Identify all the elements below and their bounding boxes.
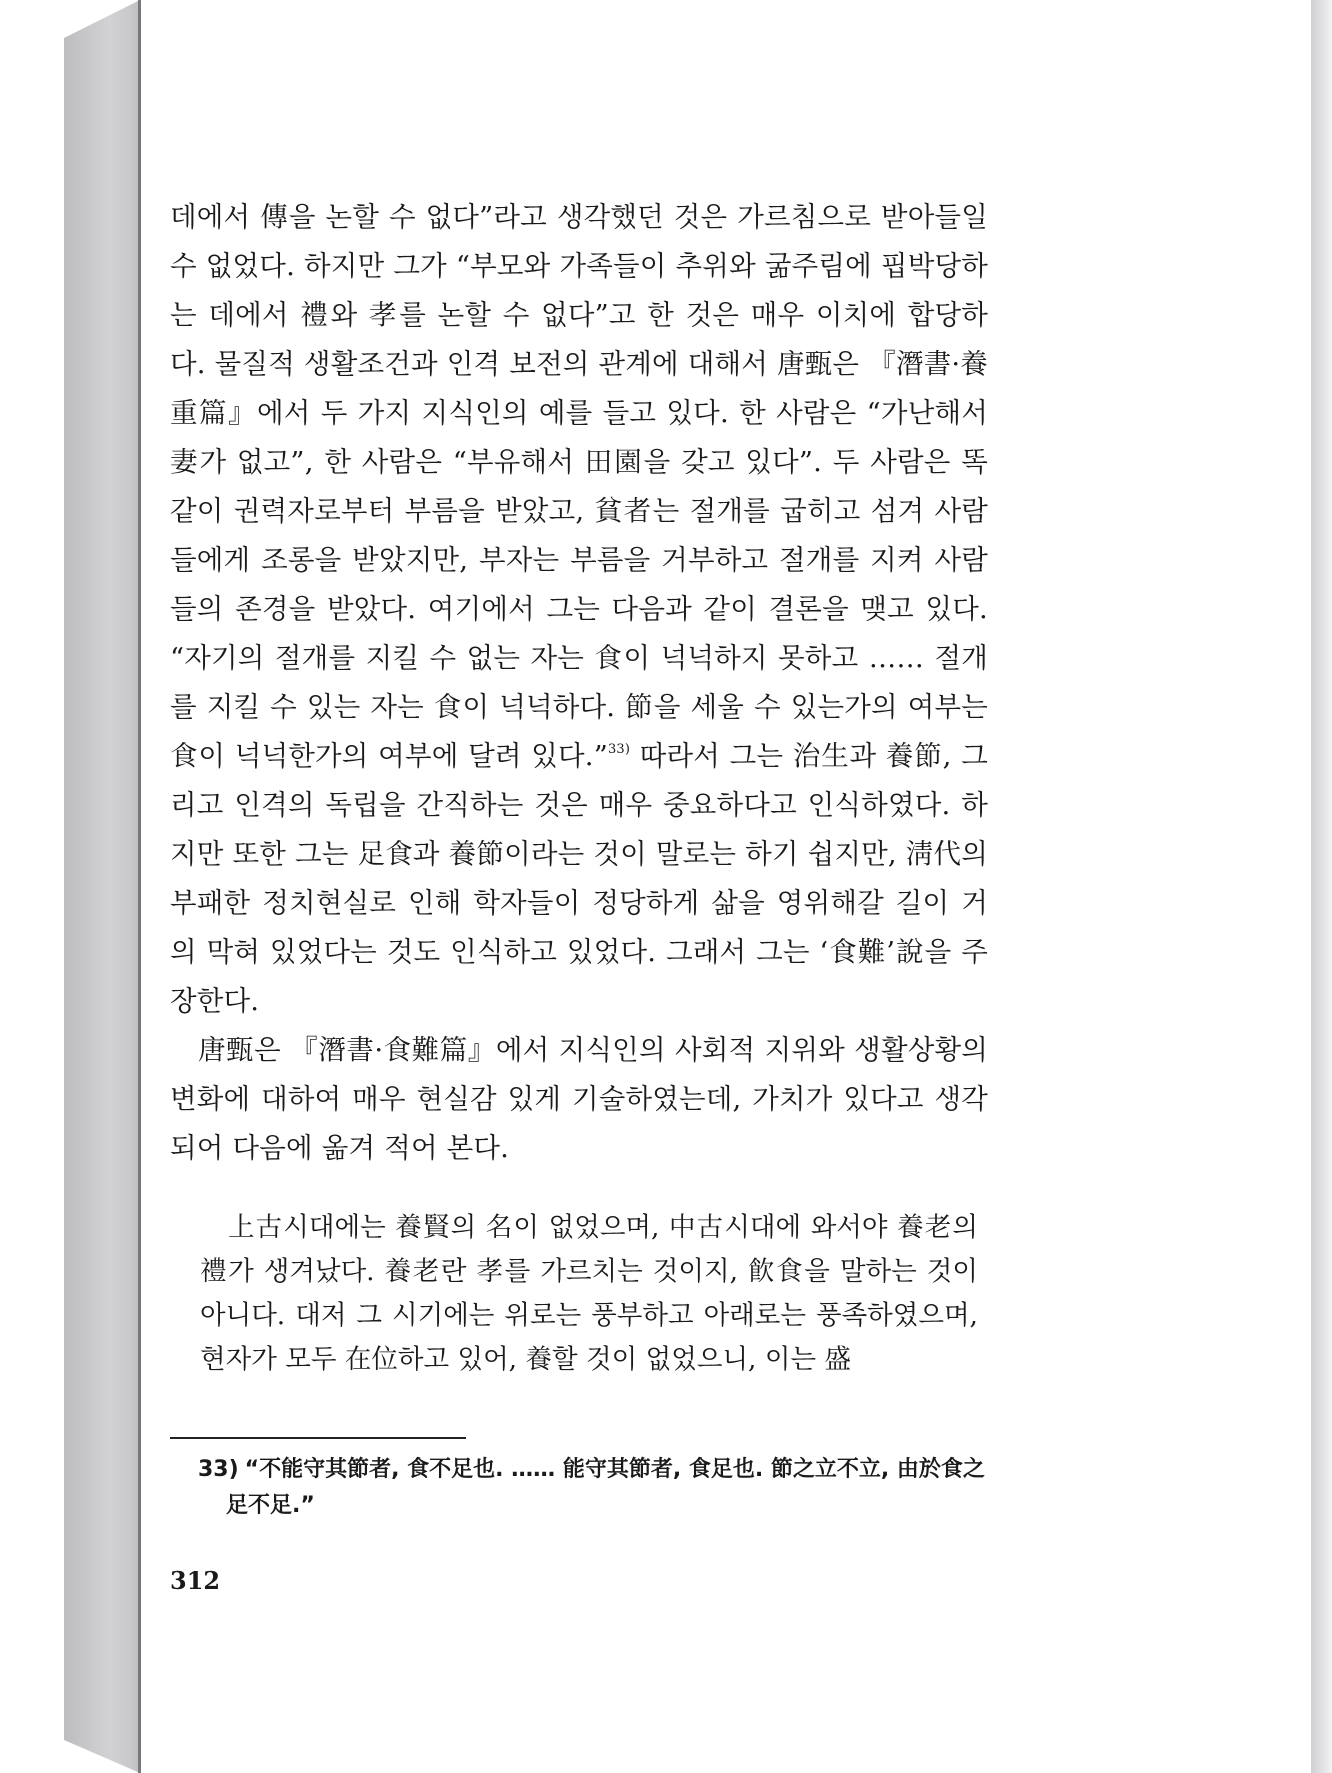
body-paragraph-2: 唐甄은 『潛書·食難篇』에서 지식인의 사회적 지위와 생활상황의 변화에 대하여 매우 현실감 있게 기술하였는데, 가치가 있다고 생각되어 다음에 옮겨 적어 본다. [170, 1034, 988, 1164]
footnote-text-line-2: 足不足.” [226, 1493, 315, 1518]
book-spine [64, 0, 140, 1773]
footnote-divider [170, 1437, 466, 1439]
footnote-reference[interactable]: 33) [607, 742, 631, 757]
body-paragraph-1 [170, 193, 988, 1026]
paragraph-1-part-1: 데에서 傳을 논할 수 없다”라고 생각했던 것은 가르침으로 받아들일 수 없었다. 하지만 그가 “부모와 가족들이 추위와 굶주림에 핍박당하는 데에서 禮와 孝를 논할 수 없다”고 한 것은 매우 이치에 합당하다. 물질적 생활조건과 인격 보전의 관계에 대해서 唐甄은 『潛書·養重篇』에서 두 가지 지식인의 예를 들고 있다. 한 사람은 “가난해서 妻가 없고”, 한 사람은 “부유해서 田園을 갖고 있다”. 두 사람은 똑같이 권력자로부터 부름을 받았고, 貧者는 절개를 굽히고 섬겨 사람들에게 조롱을 받았지만, 부자는 부름을 거부하고 절개를 지켜 사람들의 존경을 받았다. 여기에서 그는 다음과 같이 결론을 맺고 있다. “자기의 절개를 지킬 수 없는 자는 食이 넉넉하지 못하고 …… 절개를 지킬 수 있는 자는 食이 넉넉하다. 節을 세울 수 있는가의 여부는 食이 넉넉한가의 여부에 달려 있다.” [170, 201, 988, 772]
footnote [198, 1452, 988, 1524]
block-quote: 上古시대에는 養賢의 名이 없었으며, 中古시대에 와서야 養老의 禮가 생겨났다. 養老란 孝를 가르치는 것이지, 飮食을 말하는 것이 아니다. 대저 그 시기에는 위로는 풍부하고 아래로는 풍족하였으며, 현자가 모두 在位하고 있어, 養할 것이 없었으니, 이는 盛 [200, 1212, 978, 1375]
footnote-text-line-1: “不能守其節者, 食不足也. …… 能守其節者, 食足也. 節之立不立, 由於食之 [244, 1457, 985, 1482]
paragraph-1-part-2: 따라서 그는 治生과 養節, 그리고 인격의 독립을 간직하는 것은 매우 중요하다고 인식하였다. 하지만 또한 그는 足食과 養節이라는 것이 말로는 하기 쉽지만, 淸代의 부패한 정치현실로 인해 학자들이 정당하게 삶을 영위해갈 길이 거의 막혀 있었다는 것도 인식하고 있었다. 그래서 그는 ‘食難’說을 주장한다. [170, 740, 988, 1017]
footnote-number: 33) [198, 1457, 239, 1482]
page-edge-shadow [1311, 0, 1332, 1773]
page-number: 312 [170, 1566, 221, 1595]
main-text [170, 193, 988, 1173]
